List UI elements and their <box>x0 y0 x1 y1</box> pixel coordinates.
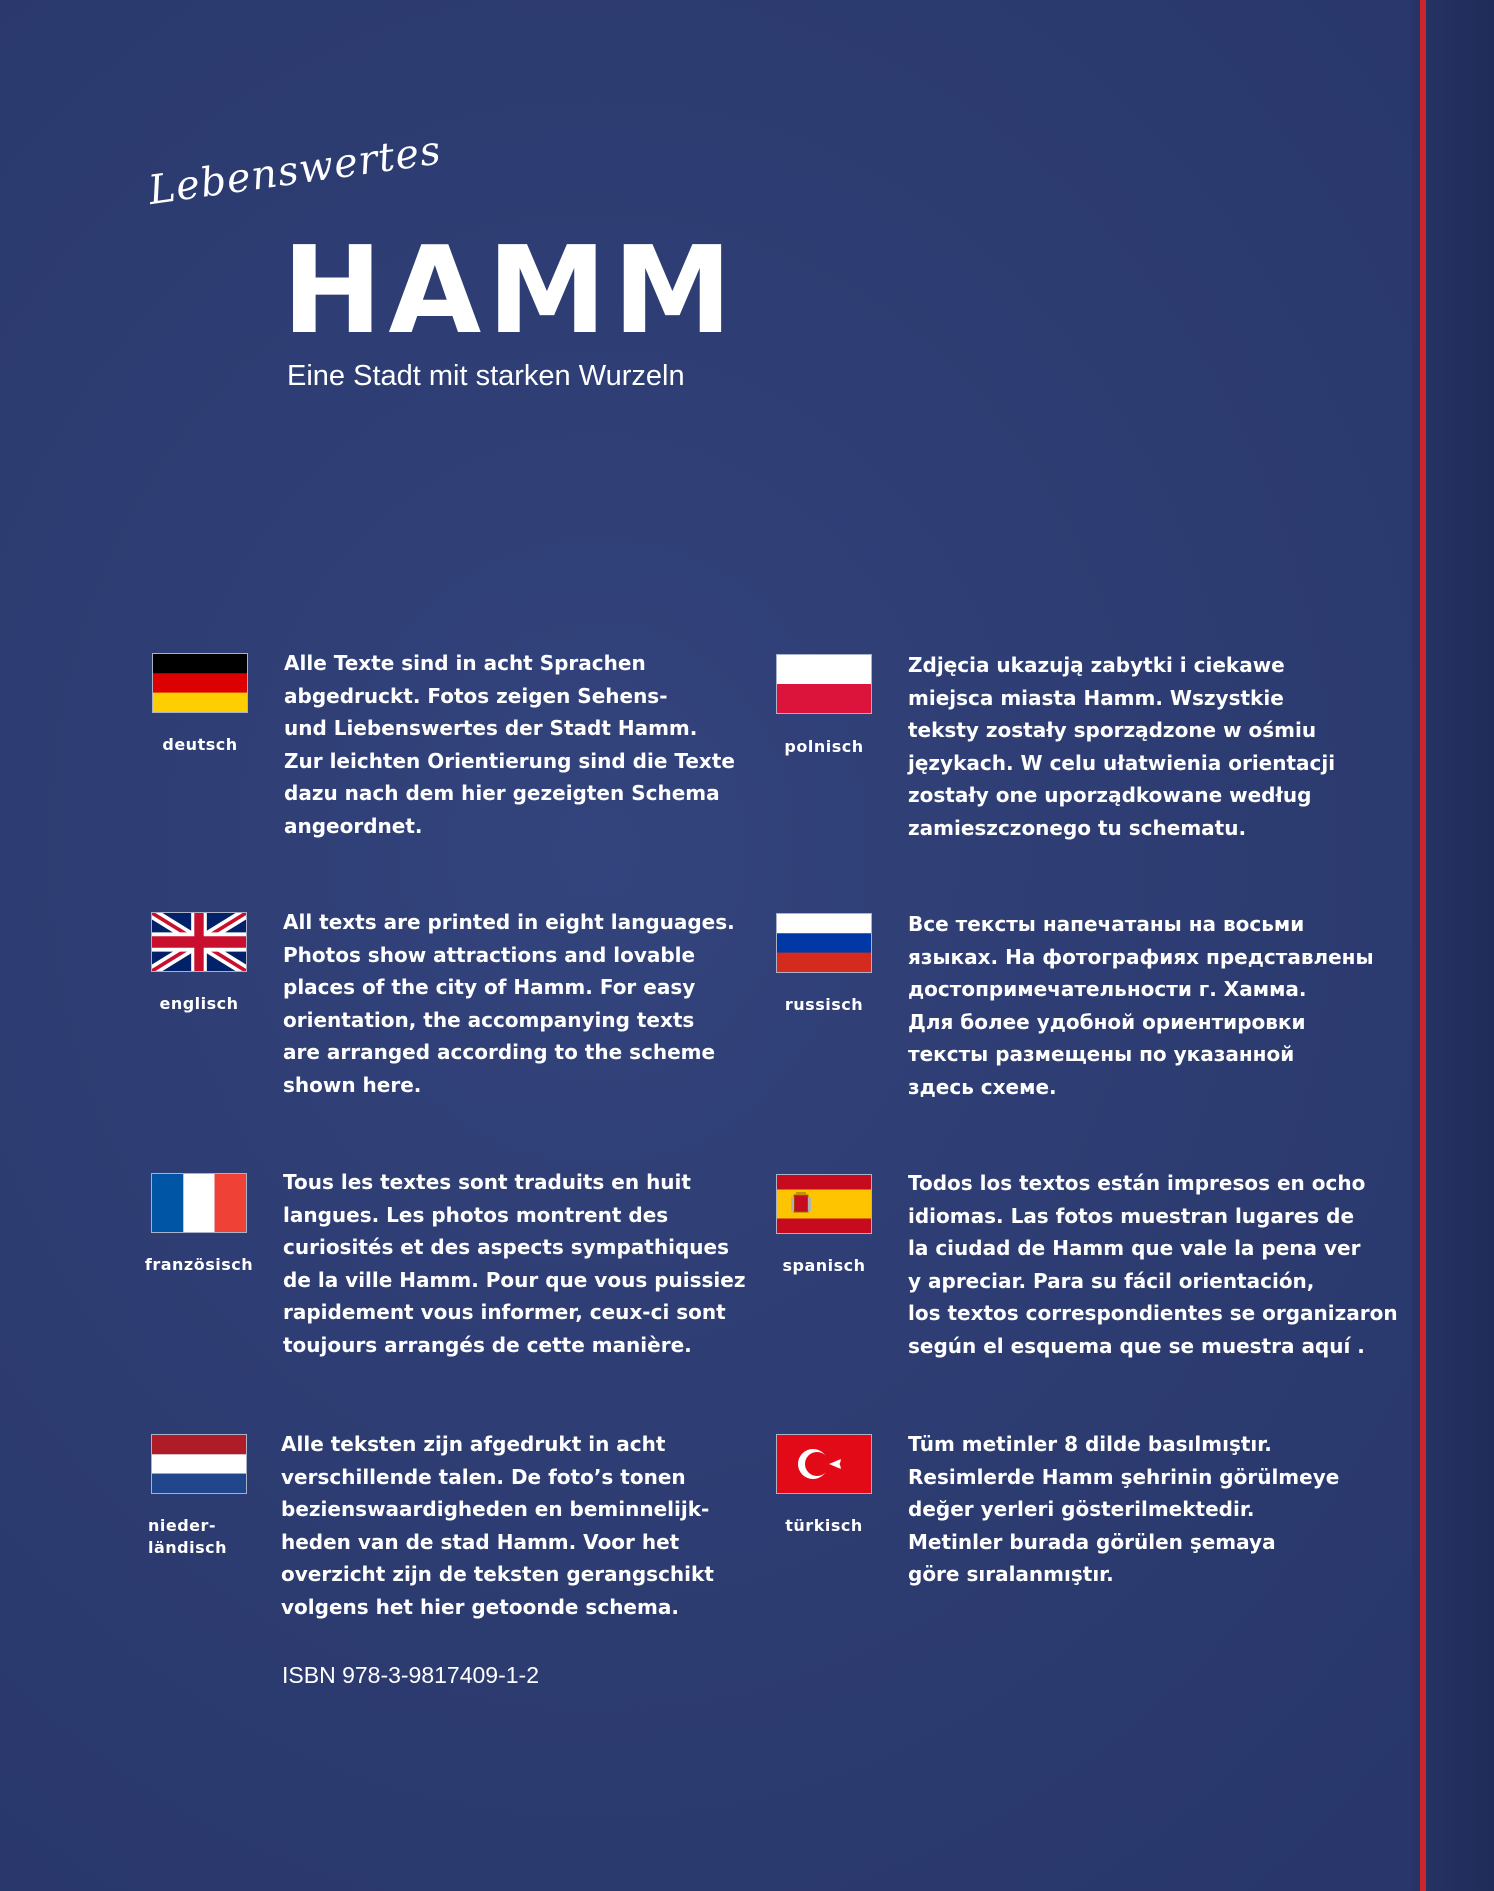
france-flag-icon <box>152 1174 246 1232</box>
flag-label-russisch: russisch <box>784 995 864 1014</box>
flag-label-englisch: englisch <box>159 994 239 1013</box>
flag-label-polnisch: polnisch <box>784 737 864 756</box>
flag-label-spanisch: spanisch <box>782 1256 866 1275</box>
text-spanisch: Todos los textos están impresos en ocho idiomas. Las fotos muestran lugares de la ciudad de Hamm que vale la pena ver y apreciar. Para su fácil orientación, los textos correspondientes se organizaron según el esquema que se muestra aquí . <box>908 1171 1398 1358</box>
uk-flag-icon <box>152 913 246 971</box>
text-englisch: All texts are printed in eight languages. Photos show attractions and lovable places of the city of Hamm. For easy orientation, the accompanying texts are arranged according to the scheme shown here. <box>283 910 735 1097</box>
spain-flag-icon <box>777 1175 871 1233</box>
russia-flag-icon <box>777 914 871 972</box>
subtitle: Eine Stadt mit starken Wurzeln <box>287 360 685 392</box>
isbn: ISBN 978-3-9817409-1-2 <box>282 1662 539 1688</box>
flag-label-niederlaendisch: nieder- ländisch <box>148 1516 228 1557</box>
text-niederlaendisch: Alle teksten zijn afgedrukt in acht verschillende talen. De foto’s tonen bezienswaardigheden en beminnelijk- heden van de stad Hamm. Voor het overzicht zijn de teksten gerangschikt volgens het hier getoonde schema. <box>281 1432 714 1619</box>
text-tuerkisch: Tüm metinler 8 dilde basılmıştır. Resimlerde Hamm şehrinin görülmeye değer yerleri gösterilmektedir. Metinler burada görülen şemaya göre sıralanmıştır. <box>908 1432 1340 1586</box>
text-franzoesisch: Tous les textes sont traduits en huit langues. Les photos montrent des curiosités et des aspects sympathiques de la ville Hamm. Pour que vous puissiez rapidement vous informer, ceux-ci sont toujours arrangés de cette manière. <box>283 1170 746 1357</box>
text-russisch: Все тексты напечатаны на восьми языках. На фотографиях представлены достопримечательности г. Хамма. Для более удобной ориентировки тексты размещены по указанной здесь схеме. <box>908 912 1374 1099</box>
turkey-flag-icon <box>777 1435 871 1493</box>
netherlands-flag-icon <box>152 1435 246 1493</box>
flag-label-deutsch: deutsch <box>162 735 238 754</box>
poland-flag-icon <box>777 655 871 713</box>
flag-label-franzoesisch: französisch <box>144 1255 254 1274</box>
script-title: Lebenswertes <box>145 127 445 214</box>
flag-label-tuerkisch: türkisch <box>785 1516 863 1535</box>
red-accent-line <box>1420 0 1426 1891</box>
text-deutsch: Alle Texte sind in acht Sprachen abgedruckt. Fotos zeigen Sehens- und Liebenswertes der Stadt Hamm. Zur leichten Orientierung sind die Texte dazu nach dem hier gezeigten Schema angeordnet. <box>284 651 735 838</box>
text-polnisch: Zdjęcia ukazują zabytki i ciekawe miejsca miasta Hamm. Wszystkie teksty zostały sporządzone w ośmiu językach. W celu ułatwienia orientacji zostały one uporządkowane według zamieszczonego tu schematu. <box>908 653 1336 840</box>
germany-flag-icon <box>153 654 247 712</box>
main-title: HAMM <box>282 222 739 361</box>
